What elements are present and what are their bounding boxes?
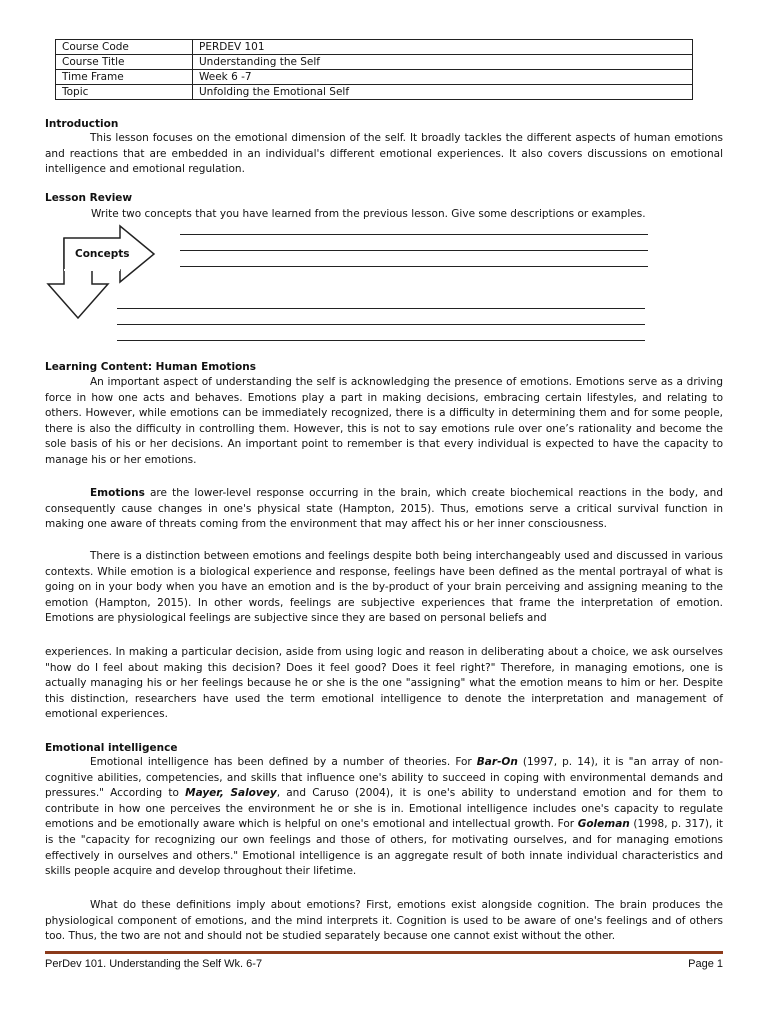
learning-content-paragraph-1: An important aspect of understanding the self is acknowledging the presence of emotions. Emotions serve as a driving force in how one acts and behaves. Emotions play a part in making decisions, embracing certain lifestyles, and relating to others. However, while emotions can be immediately recognized, there is a difficulty in determining them and for some people, there is also the difficulty in controlling them. However, this is not to say emotions rule over one’s rationality and become the sole basis of his or her decisions. An important point to remember is that every individual is expected to have the capacity to manage his or her emotions. bbox=[45, 376, 723, 466]
course-title-label: Course Title bbox=[56, 55, 193, 70]
mayer-salovey-citation: Mayer, Salovey bbox=[185, 787, 277, 800]
footer-rule bbox=[45, 951, 723, 954]
table-row bbox=[56, 55, 693, 70]
introduction-heading: Introduction bbox=[45, 118, 119, 130]
lesson-review-heading: Lesson Review bbox=[45, 192, 133, 204]
answer-line[interactable] bbox=[117, 324, 645, 325]
emotional-intelligence-paragraph-1 bbox=[45, 755, 723, 880]
concepts-label: Concepts bbox=[75, 248, 130, 260]
table-row bbox=[56, 40, 693, 55]
answer-line[interactable] bbox=[117, 340, 645, 341]
answer-line[interactable] bbox=[180, 234, 648, 235]
emotional-intelligence-paragraph-2: What do these definitions imply about emotions? First, emotions exist alongside cognition. The brain produces the physiological component of emotions, and the mind interprets it. Cognition is used to be aware of one's feelings and of others too. Thus, the two are not and should not be studied separately because one cannot exist without the other. bbox=[45, 899, 723, 943]
emotional-intelligence-heading: Emotional intelligence bbox=[45, 742, 178, 754]
table-row bbox=[56, 70, 693, 85]
course-code-label: Course Code bbox=[56, 40, 193, 55]
topic-value: Unfolding the Emotional Self bbox=[193, 85, 693, 100]
ei-text-1: Emotional intelligence has been defined by a number of theories. For bbox=[90, 756, 477, 768]
goleman-citation: Goleman bbox=[577, 818, 630, 831]
learning-content-paragraph-3-continued: experiences. In making a particular decision, aside from using logic and reason in deliberating about a choice, we ask ourselves "how do I feel about making this decision? Does it feel good? Does it feel right?" Therefore, in managing emotions, one is actually managing his or her feelings because he or she is the one "assigning" what the emotion means to him or her. Despite this distinction, researchers have used the term emotional intelligence to denote the interpretation and management of emotional experiences. bbox=[45, 646, 723, 721]
learning-content-paragraph-3: There is a distinction between emotions and feelings despite both being interchangeably used and discussed in various contexts. While emotion is a biological experience and response, feelings have been defined as the mental portrayal of what is going on in your body when you have an emotion and is the by-product of your brain perceiving and assigning meaning to the emotion (Hampton, 2015). In other words, feelings are subjective experiences that frame the interpretation of emotion. Emotions are physiological feelings are subjective since they are based on personal beliefs and bbox=[45, 550, 723, 625]
topic-label: Topic bbox=[56, 85, 193, 100]
bar-on-citation: Bar-On bbox=[476, 756, 518, 768]
answer-line[interactable] bbox=[180, 266, 648, 267]
answer-line[interactable] bbox=[180, 250, 648, 251]
lesson-review-instruction: Write two concepts that you have learned from the previous lesson. Give some descriptions or examples. bbox=[91, 208, 646, 220]
concepts-arrow-diagram bbox=[44, 224, 160, 320]
answer-line[interactable] bbox=[117, 308, 645, 309]
time-frame-label: Time Frame bbox=[56, 70, 193, 85]
page-number: Page 1 bbox=[688, 958, 723, 970]
footer-course-label: PerDev 101. Understanding the Self Wk. 6-7 bbox=[45, 958, 263, 970]
time-frame-value: Week 6 -7 bbox=[193, 70, 693, 85]
course-info-table bbox=[55, 39, 693, 100]
ei-text-2: (1997, p. 14), it is "an array of non-cognitive abilities, competencies, and skills that influence one's ability to succeed in coping with environmental demands and pressures." According to bbox=[45, 756, 723, 800]
course-code-value: PERDEV 101 bbox=[193, 40, 693, 55]
course-title-value: Understanding the Self bbox=[193, 55, 693, 70]
emotions-term: Emotions bbox=[90, 487, 145, 499]
ei-text-3: , and Caruso (2004), it is one's ability to understand emotion and for them to contribute in how one perceives the environment he or she is in. Emotional intelligence includes one's capacity to regulate emotions and be emotionally aware which is helpful on one's emotional and intellectual growth. For bbox=[45, 787, 723, 831]
table-row bbox=[56, 85, 693, 100]
learning-content-heading: Learning Content: Human Emotions bbox=[45, 361, 256, 373]
ei-text-4: (1998, p. 317), it is the "capacity for recognizing our own feelings and those of others, for motivating ourselves, and for managing emotions effectively in ourselves and others." Emotional intelligence is an aggregate result of both innate individual characteristics and skills people acquire and develop throughout their lifetime. bbox=[45, 818, 723, 878]
introduction-text: This lesson focuses on the emotional dimension of the self. It broadly tackles the different aspects of human emotions and reactions that are embedded in an individual's different emotional experiences. It also covers discussions on emotional intelligence and emotional regulation. bbox=[45, 132, 723, 176]
learning-content-paragraph-2 bbox=[45, 486, 723, 533]
emotions-definition: are the lower-level response occurring in the brain, which create biochemical reactions in the body, and consequently cause changes in one's physical state (Hampton, 2015). Thus, emotions serve a critical survival function in making one aware of threats coming from the environment that may affect his or her inner consciousness. bbox=[45, 487, 723, 531]
